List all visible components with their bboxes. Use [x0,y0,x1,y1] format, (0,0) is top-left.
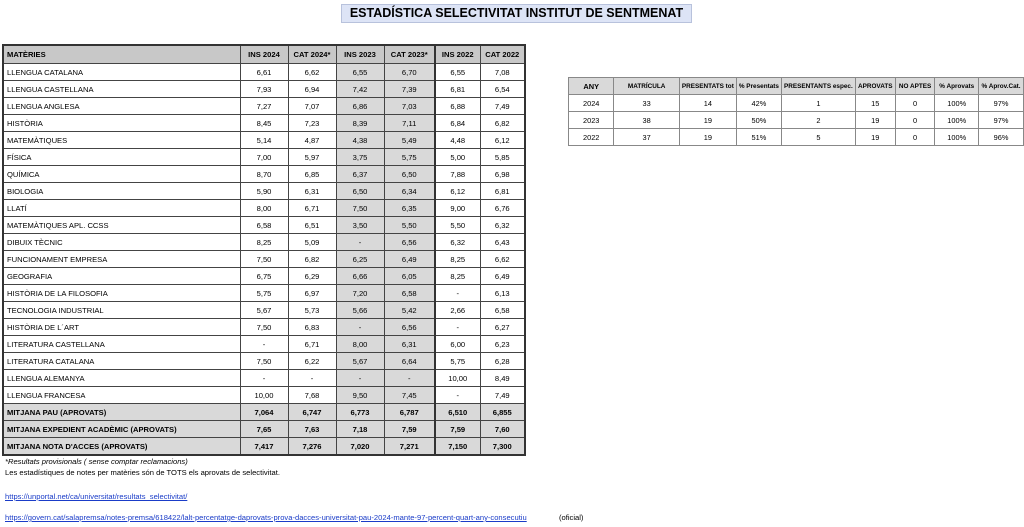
grade-cell: 3,50 [336,217,384,234]
grade-cell: 7,50 [336,200,384,217]
grade-cell: - [435,387,480,404]
table-row [3,387,525,404]
grade-cell: 6,88 [435,98,480,115]
grade-cell: 7,39 [384,81,435,98]
results-link[interactable]: https://unportal.net/ca/universitat/resultats_selectivitat/ [5,492,188,501]
grade-cell: 6,13 [480,285,525,302]
grade-cell: 6,27 [480,319,525,336]
grade-cell: 6,22 [288,353,336,370]
grade-cell: 6,787 [384,404,435,421]
grade-cell: 6,35 [384,200,435,217]
grade-cell: - [336,370,384,387]
grade-cell: 5,66 [336,302,384,319]
grade-cell: 6,37 [336,166,384,183]
grade-cell: 6,83 [288,319,336,336]
grades-header-row [3,45,525,64]
grade-cell: 7,300 [480,438,525,456]
grade-cell: 7,45 [384,387,435,404]
grade-cell: 8,49 [480,370,525,387]
grade-cell: 7,020 [336,438,384,456]
grade-cell: 8,00 [336,336,384,353]
table-row [3,285,525,302]
grade-cell: 6,49 [480,268,525,285]
grade-cell: 5,49 [384,132,435,149]
grade-cell: 6,85 [288,166,336,183]
stat-cell: 97% [979,112,1024,129]
grade-cell: 6,51 [288,217,336,234]
grade-cell: 7,49 [480,387,525,404]
press-link-row [5,513,583,522]
table-row [3,251,525,268]
grade-cell: 7,68 [288,387,336,404]
column-header: MATRÍCULA [614,78,680,95]
grade-cell: 7,03 [384,98,435,115]
grade-cell: 5,09 [288,234,336,251]
grade-cell: 6,50 [336,183,384,200]
column-header: MATÈRIES [3,45,240,64]
grade-cell: 6,86 [336,98,384,115]
grade-cell: 4,38 [336,132,384,149]
grade-cell: - [240,336,288,353]
grade-cell: 6,510 [435,404,480,421]
stat-cell: 15 [855,95,895,112]
stat-cell: 33 [614,95,680,112]
grade-cell: 7,93 [240,81,288,98]
stat-cell: 1 [781,95,855,112]
grade-cell: 5,90 [240,183,288,200]
grade-cell: 2,66 [435,302,480,319]
subject-cell: LITERATURA CATALANA [3,353,240,370]
grade-cell: 7,064 [240,404,288,421]
grade-cell: 7,60 [480,421,525,438]
subject-cell: HISTÒRIA DE LA FILOSOFIA [3,285,240,302]
grade-cell: 7,150 [435,438,480,456]
grade-cell: 10,00 [240,387,288,404]
grade-cell: 5,50 [435,217,480,234]
grade-cell: 6,70 [384,64,435,81]
grade-cell: 6,855 [480,404,525,421]
stat-cell: 37 [614,129,680,146]
column-header: INS 2024 [240,45,288,64]
grade-cell: 6,98 [480,166,525,183]
stat-cell: 51% [736,129,781,146]
grade-cell: - [336,234,384,251]
subject-cell: HISTÒRIA DE L´ART [3,319,240,336]
grade-cell: 7,50 [240,251,288,268]
table-row [3,217,525,234]
table-row [569,95,1024,112]
grade-cell: 6,43 [480,234,525,251]
grade-cell: 5,67 [336,353,384,370]
grade-cell: 6,58 [480,302,525,319]
stat-cell: 0 [895,129,935,146]
grade-cell: 6,71 [288,336,336,353]
subject-cell: MITJANA PAU (APROVATS) [3,404,240,421]
grade-cell: 6,81 [480,183,525,200]
column-header: ANY [569,78,614,95]
column-header: NO APTES [895,78,935,95]
stat-cell: 5 [781,129,855,146]
subject-cell: GEOGRAFIA [3,268,240,285]
table-row [569,129,1024,146]
grade-cell: 7,27 [240,98,288,115]
subject-cell: HISTÒRIA [3,115,240,132]
grade-cell: 8,70 [240,166,288,183]
table-row [3,302,525,319]
table-row [3,64,525,81]
grade-cell: 7,50 [240,319,288,336]
stat-cell: 2 [781,112,855,129]
grade-cell: 6,97 [288,285,336,302]
grade-cell: 4,87 [288,132,336,149]
grade-cell: 6,747 [288,404,336,421]
grades-body [3,64,525,456]
table-row [3,370,525,387]
grade-cell: 6,25 [336,251,384,268]
grade-cell: 5,42 [384,302,435,319]
grade-cell: 3,75 [336,149,384,166]
provisional-note: *Resultats provisionals ( sense comptar reclamacions) [5,457,188,466]
grade-cell: 7,417 [240,438,288,456]
grade-cell: 7,50 [240,353,288,370]
subject-cell: MATEMÀTIQUES APL. CCSS [3,217,240,234]
grade-cell: 6,00 [435,336,480,353]
grade-cell: 4,48 [435,132,480,149]
table-row [3,336,525,353]
grade-cell: 6,773 [336,404,384,421]
grade-cell: 9,50 [336,387,384,404]
grade-cell: 5,14 [240,132,288,149]
enrollment-stats-table [568,77,1024,146]
table-row [3,132,525,149]
grade-cell: 8,00 [240,200,288,217]
grade-cell: 6,58 [240,217,288,234]
grade-cell: 6,75 [240,268,288,285]
stat-cell: 42% [736,95,781,112]
grade-cell: 9,00 [435,200,480,217]
stat-cell: 38 [614,112,680,129]
grade-cell: - [240,370,288,387]
stat-cell: 2023 [569,112,614,129]
grade-cell: 6,54 [480,81,525,98]
grade-cell: 7,23 [288,115,336,132]
grade-cell: 6,61 [240,64,288,81]
table-row [3,81,525,98]
subject-cell: MITJANA EXPEDIENT ACADÈMIC (APROVATS) [3,421,240,438]
column-header: % Aprov.Cat. [979,78,1024,95]
stat-cell: 19 [679,129,736,146]
table-row [3,319,525,336]
grade-cell: 6,05 [384,268,435,285]
grade-cell: 8,45 [240,115,288,132]
grade-cell: 6,66 [336,268,384,285]
subject-cell: LLENGUA CASTELLANA [3,81,240,98]
grade-cell: 6,81 [435,81,480,98]
grade-cell: 6,55 [435,64,480,81]
grade-cell: 7,63 [288,421,336,438]
grade-cell: 7,276 [288,438,336,456]
stat-cell: 19 [679,112,736,129]
grade-cell: 6,84 [435,115,480,132]
grades-by-subject-table [2,44,526,456]
stat-cell: 19 [855,112,895,129]
stat-cell: 50% [736,112,781,129]
table-row [3,166,525,183]
grade-cell: 10,00 [435,370,480,387]
column-header: % Aprovats [935,78,979,95]
grade-cell: 6,32 [435,234,480,251]
column-header: % Presentats [736,78,781,95]
grade-cell: 7,271 [384,438,435,456]
table-row [569,112,1024,129]
grade-cell: 6,28 [480,353,525,370]
grade-cell: 8,25 [435,251,480,268]
grade-cell: 6,29 [288,268,336,285]
subject-cell: LLENGUA ALEMANYA [3,370,240,387]
grade-cell: 7,49 [480,98,525,115]
column-header: CAT 2024* [288,45,336,64]
stats-header-row [569,78,1024,95]
grade-cell: 6,12 [480,132,525,149]
subject-cell: LLATÍ [3,200,240,217]
subject-cell: BIOLOGIA [3,183,240,200]
grade-cell: 5,67 [240,302,288,319]
grade-cell: 6,32 [480,217,525,234]
subject-cell: DIBUIX TÈCNIC [3,234,240,251]
summary-row [3,438,525,456]
grade-cell: - [288,370,336,387]
approved-note: Les estadístiques de notes per matèries són de TOTS els aprovats de selectivitat. [5,468,280,477]
grade-cell: 5,97 [288,149,336,166]
grade-cell: 7,07 [288,98,336,115]
stat-cell: 96% [979,129,1024,146]
subject-cell: MATEMÀTIQUES [3,132,240,149]
grade-cell: 6,23 [480,336,525,353]
subject-cell: LLENGUA FRANCESA [3,387,240,404]
stat-cell: 0 [895,112,935,129]
grade-cell: 6,55 [336,64,384,81]
grade-cell: 6,76 [480,200,525,217]
grade-cell: 8,39 [336,115,384,132]
grade-cell: - [336,319,384,336]
grade-cell: 6,12 [435,183,480,200]
grade-cell: 6,64 [384,353,435,370]
column-header: CAT 2023* [384,45,435,64]
page-title: ESTADÍSTICA SELECTIVITAT INSTITUT DE SENTMENAT [341,4,692,23]
grade-cell: - [435,319,480,336]
stat-cell: 19 [855,129,895,146]
subject-cell: QUÍMICA [3,166,240,183]
stat-cell: 2024 [569,95,614,112]
subject-cell: LITERATURA CASTELLANA [3,336,240,353]
stat-cell: 14 [679,95,736,112]
table-row [3,183,525,200]
stat-cell: 2022 [569,129,614,146]
grade-cell: 5,85 [480,149,525,166]
column-header: CAT 2022 [480,45,525,64]
grade-cell: 7,88 [435,166,480,183]
grade-cell: 7,42 [336,81,384,98]
grade-cell: 6,50 [384,166,435,183]
grade-cell: 5,00 [435,149,480,166]
grade-cell: 7,65 [240,421,288,438]
grade-cell: - [384,370,435,387]
grade-cell: 6,62 [480,251,525,268]
grade-cell: 6,56 [384,234,435,251]
stats-body [569,95,1024,146]
subject-cell: FUNCIONAMENT EMPRESA [3,251,240,268]
summary-row [3,421,525,438]
column-header: PRESENTATS tot [679,78,736,95]
subject-cell: TECNOLOGIA INDUSTRIAL [3,302,240,319]
table-row [3,115,525,132]
grade-cell: 5,50 [384,217,435,234]
table-row [3,149,525,166]
grade-cell: 5,73 [288,302,336,319]
grade-cell: 7,20 [336,285,384,302]
grade-cell: 6,82 [288,251,336,268]
grade-cell: 6,94 [288,81,336,98]
table-row [3,268,525,285]
grade-cell: 7,08 [480,64,525,81]
grade-cell: 6,31 [288,183,336,200]
column-header: INS 2023 [336,45,384,64]
stat-cell: 100% [935,112,979,129]
grade-cell: 6,71 [288,200,336,217]
subject-cell: MITJANA NOTA D'ACCES (APROVATS) [3,438,240,456]
grade-cell: 7,11 [384,115,435,132]
grade-cell: 7,59 [435,421,480,438]
summary-row [3,404,525,421]
column-header: APROVATS [855,78,895,95]
grade-cell: 7,18 [336,421,384,438]
subject-cell: FÍSICA [3,149,240,166]
table-row [3,353,525,370]
subject-cell: LLENGUA ANGLESA [3,98,240,115]
grade-cell: 6,56 [384,319,435,336]
official-label: (oficial) [558,513,584,522]
grade-cell: 8,25 [435,268,480,285]
stat-cell: 97% [979,95,1024,112]
press-release-link[interactable]: https://govern.cat/salapremsa/notes-premsa/618422/lalt-percentatge-daprovats-prova-dacces-universitat-pau-2024-mante-97-percent-quart-any-consecutiu [5,513,527,522]
stat-cell: 100% [935,129,979,146]
grade-cell: 6,58 [384,285,435,302]
table-row [3,200,525,217]
table-row [3,234,525,251]
grade-cell: 5,75 [384,149,435,166]
grade-cell: 7,00 [240,149,288,166]
column-header: PRESENTANTS espec. [781,78,855,95]
grade-cell: 5,75 [240,285,288,302]
grade-cell: 7,59 [384,421,435,438]
stat-cell: 0 [895,95,935,112]
grade-cell: 6,31 [384,336,435,353]
grade-cell: 6,82 [480,115,525,132]
grade-cell: 6,62 [288,64,336,81]
grade-cell: 6,49 [384,251,435,268]
grade-cell: - [435,285,480,302]
grade-cell: 5,75 [435,353,480,370]
table-row [3,98,525,115]
column-header: INS 2022 [435,45,480,64]
stat-cell: 100% [935,95,979,112]
grade-cell: 6,34 [384,183,435,200]
subject-cell: LLENGUA CATALANA [3,64,240,81]
grade-cell: 8,25 [240,234,288,251]
